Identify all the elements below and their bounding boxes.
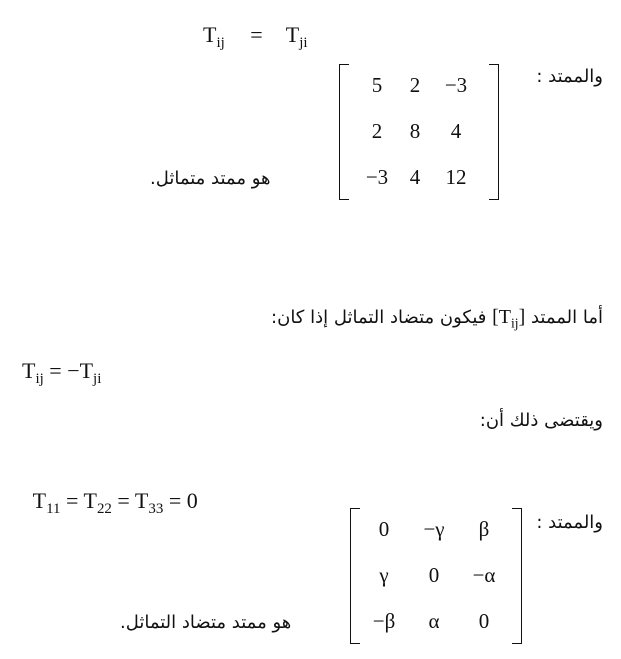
matrix-cell: 8 (409, 119, 421, 143)
matrix-cell: 2 (371, 119, 383, 143)
matrix-cell: α (428, 609, 440, 633)
eq-lhs: T (203, 22, 217, 47)
matrix-cell: −β (372, 609, 396, 633)
diagonal-equation: $T_{11} = T_{22} = T_{33} = 0$ (32, 488, 198, 517)
antisymmetric-intro: أما الممتد $[T_{ij}]$ فيكون متضاد التماثل إذا كان: (271, 306, 603, 331)
symmetric-caption: هو ممتد متماثل. (150, 168, 271, 189)
tensor-label-2: والممتد : (536, 512, 603, 533)
antisymmetric-caption: هو ممتد متضاد التماثل. (120, 612, 292, 633)
matrix-right-bracket (512, 508, 522, 644)
matrix-cell: −γ (423, 517, 445, 541)
matrix-cell: 2 (409, 73, 421, 97)
matrix-cell: 4 (409, 165, 421, 189)
matrix-cell: 12 (445, 165, 467, 189)
tensor-label-1: والممتد : (536, 66, 603, 87)
antisymmetric-matrix (350, 508, 522, 644)
symmetric-equation (203, 22, 308, 51)
matrix-cell: γ (379, 563, 389, 587)
antisymmetric-equation: $T_{ij} = -T_{ji}$ (22, 358, 102, 387)
matrix-cell: 0 (478, 609, 490, 633)
eq-operator: = (250, 22, 263, 47)
matrix-cell: 0 (378, 517, 390, 541)
matrix-cell: −3 (444, 73, 468, 97)
symmetric-matrix (339, 64, 499, 200)
matrix-cell: 5 (371, 73, 383, 97)
eq-rhs: T (285, 22, 300, 47)
implies-text: ويقتضى ذلك أن: (479, 410, 603, 431)
eq-rhs-sub: ji (299, 34, 308, 51)
matrix-cell: −α (472, 563, 496, 587)
matrix-cell: 4 (450, 119, 462, 143)
matrix-right-bracket (489, 64, 499, 200)
matrix-cell: −3 (365, 165, 389, 189)
matrix-left-bracket (350, 508, 360, 644)
matrix-cell: 0 (428, 563, 440, 587)
matrix-left-bracket (339, 64, 349, 200)
matrix-cell: β (478, 517, 490, 541)
eq-lhs-sub: ij (216, 34, 225, 51)
